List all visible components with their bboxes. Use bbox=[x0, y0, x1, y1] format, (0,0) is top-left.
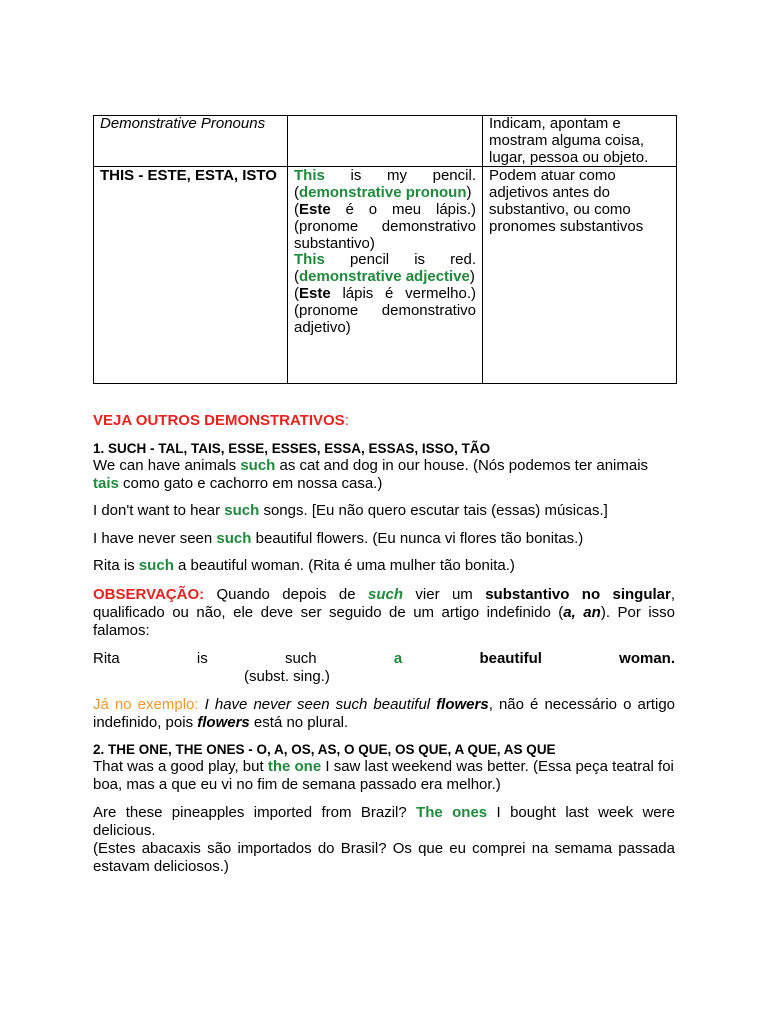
example-word: Rita bbox=[93, 650, 120, 667]
paragraph-text: , qualificado ou não, ele deve ser seguido de um artigo indefinido ( bbox=[93, 586, 676, 621]
paragraph-text: a beautiful woman. (Rita é uma mulher tão bonita.) bbox=[173, 557, 515, 574]
emphasis-text: flowers bbox=[197, 714, 250, 731]
highlight-article-a: a bbox=[393, 650, 403, 667]
paragraph-text: Quando depois de bbox=[204, 586, 368, 603]
example-text: é o meu lápis.) (pronome demonstrativo substantivo) bbox=[294, 200, 476, 252]
the-one-paragraph-2 bbox=[93, 804, 675, 876]
paragraph-text: como gato e cachorro em nossa casa.) bbox=[118, 475, 383, 492]
such-paragraph-3 bbox=[93, 530, 675, 548]
table-cell bbox=[288, 167, 483, 384]
example-text: ( bbox=[294, 284, 299, 302]
paragraph-text: I have never seen such beautiful bbox=[198, 696, 437, 713]
paragraph-text: : bbox=[145, 622, 150, 639]
example-text: pencil is red. ( bbox=[294, 251, 476, 286]
example-word: is bbox=[196, 650, 208, 667]
example-text: lápis é vermelho.) (pronome demonstrativo adjetivo) bbox=[294, 284, 476, 336]
such-title: 1. SUCH - TAL, TAIS, ESSE, ESSES, ESSA, ESSAS, ISSO, TÃO bbox=[93, 441, 491, 456]
observation-paragraph bbox=[93, 586, 675, 640]
section-heading-text: VEJA OUTROS DEMONSTRATIVOS bbox=[93, 412, 345, 429]
emphasis-text: flowers bbox=[436, 696, 489, 713]
such-paragraph-2 bbox=[93, 502, 675, 520]
demonstrative-table bbox=[93, 115, 677, 384]
section-heading-colon: : bbox=[344, 412, 349, 429]
label-demonstrative-adjective: demonstrative adjective bbox=[299, 268, 470, 286]
table-heading-text: Demonstrative Pronouns bbox=[100, 115, 266, 132]
paragraph-text: , não é necessário o artigo indefinido, pois bbox=[93, 696, 676, 731]
table-cell bbox=[94, 167, 288, 384]
label-demonstrative-pronoun: demonstrative pronoun bbox=[299, 184, 467, 202]
paragraph-text: Are these pineapples imported from Brazil? bbox=[93, 804, 417, 821]
such-paragraph-4 bbox=[93, 557, 675, 575]
paragraph-text: I don't want to hear bbox=[93, 502, 225, 519]
paragraph-text: ). Por isso falamos bbox=[93, 604, 676, 639]
highlight-this: This bbox=[294, 251, 325, 269]
highlight-the-one: the one bbox=[267, 758, 322, 775]
highlight-such: such bbox=[367, 586, 403, 603]
paragraph-text: songs. [Eu não quero escutar tais (essas) músicas.] bbox=[259, 502, 608, 519]
highlight-this: This bbox=[294, 167, 325, 185]
table-cell bbox=[94, 116, 288, 167]
highlight-the-ones: The ones bbox=[416, 804, 488, 821]
table-cell bbox=[483, 167, 677, 384]
example-word: such bbox=[284, 650, 317, 667]
the-one-paragraph-1 bbox=[93, 758, 675, 794]
table-row bbox=[94, 116, 677, 167]
example-this-pencil bbox=[294, 168, 476, 202]
english-sentence bbox=[93, 804, 675, 840]
this-heading: THIS - ESTE, ESTA, ISTO bbox=[100, 167, 277, 185]
portuguese-translation: (Estes abacaxis são importados do Brasil? Os que eu comprei na semama passada estavam deliciosos.) bbox=[93, 840, 675, 875]
example-this-pencil-red bbox=[294, 252, 476, 286]
highlight-este: Este bbox=[299, 284, 331, 302]
section-heading bbox=[93, 412, 675, 430]
translation-este-lapis-vermelho bbox=[294, 286, 476, 336]
observation-label: OBSERVAÇÃO: bbox=[93, 586, 205, 603]
paragraph-text: as cat and dog in our house. (Nós podemos ter animais bbox=[275, 457, 649, 474]
paragraph-text: I have never seen bbox=[93, 530, 217, 547]
paragraph-text: We can have animals bbox=[93, 457, 241, 474]
paragraph-text: I saw last weekend was better. (Essa peça teatral foi boa, mas a que eu vi no fim de semana passado era melhor.) bbox=[93, 758, 674, 793]
highlight-such: such bbox=[138, 557, 174, 574]
example-word: beautiful bbox=[479, 650, 542, 667]
paragraph-text: beautiful flowers. (Eu nunca vi flores tão bonitas.) bbox=[251, 530, 584, 547]
emphasis-text: substantivo no singular bbox=[485, 586, 671, 603]
highlight-tais: tais bbox=[93, 475, 119, 492]
example-note: (subst. sing.) bbox=[244, 668, 330, 685]
translation-este-lapis bbox=[294, 202, 476, 252]
table-description-text: Indicam, apontam e mostram alguma coisa, lugar, pessoa ou objeto. bbox=[489, 115, 649, 166]
example-sentence bbox=[93, 650, 675, 668]
paragraph-text: vier um bbox=[403, 586, 486, 603]
table-cell bbox=[288, 116, 483, 167]
example-text: is my pencil. ( bbox=[294, 167, 476, 202]
table-description-text: Podem atuar como adjetivos antes do substantivo, ou como pronomes substantivos bbox=[489, 167, 644, 235]
highlight-such: such bbox=[224, 502, 260, 519]
example-text: ) bbox=[469, 268, 475, 286]
example-word: woman. bbox=[619, 650, 675, 667]
table-row bbox=[94, 167, 677, 384]
paragraph-text: está no plural. bbox=[249, 714, 349, 731]
the-one-title: 2. THE ONE, THE ONES - O, A, OS, AS, O QUE, OS QUE, A QUE, AS QUE bbox=[93, 742, 556, 757]
paragraph-text: I bought last week were delicious. bbox=[93, 804, 675, 839]
table-cell bbox=[483, 116, 677, 167]
paragraph-text: That was a good play, but bbox=[93, 758, 268, 775]
ja-no-exemplo-label: Já no exemplo: bbox=[93, 696, 199, 713]
such-paragraph-1 bbox=[93, 457, 675, 493]
highlight-such: such bbox=[216, 530, 252, 547]
highlight-such: such bbox=[240, 457, 276, 474]
highlight-este: Este bbox=[299, 200, 331, 218]
emphasis-text: a, an bbox=[563, 604, 601, 621]
example-text: ) bbox=[466, 184, 472, 202]
paragraph-text: Rita is bbox=[93, 557, 139, 574]
ja-no-exemplo-paragraph bbox=[93, 696, 675, 732]
example-text: ( bbox=[294, 200, 299, 218]
